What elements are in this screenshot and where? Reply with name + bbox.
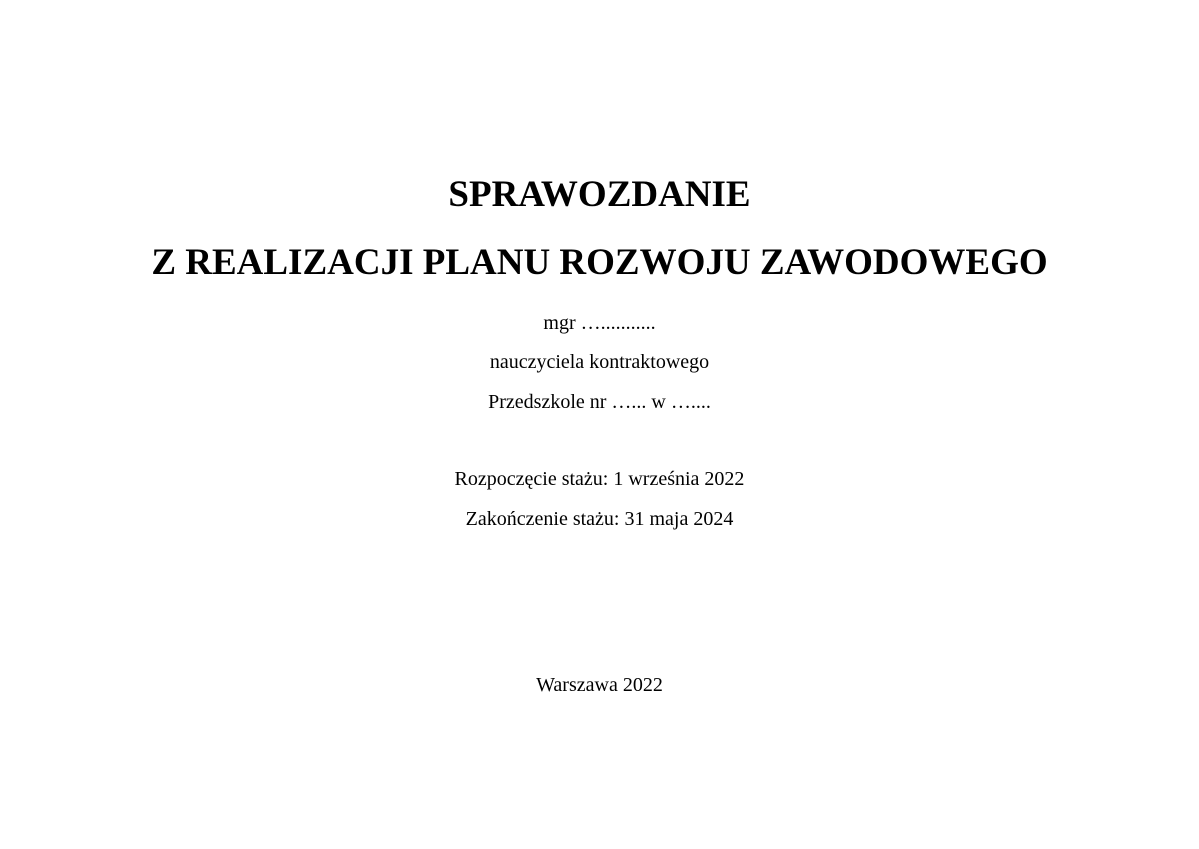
internship-start-line: Rozpoczęcie stażu: 1 września 2022 bbox=[454, 468, 745, 490]
institution-line: Przedszkole nr …... w ….... bbox=[488, 391, 711, 413]
document-title: SPRAWOZDANIE bbox=[448, 174, 751, 215]
internship-end-line: Zakończenie stażu: 31 maja 2024 bbox=[465, 508, 734, 530]
place-date-line: Warszawa 2022 bbox=[536, 674, 663, 696]
author-line: mgr …........... bbox=[543, 312, 656, 334]
role-line: nauczyciela kontraktowego bbox=[489, 351, 710, 373]
document-subtitle: Z REALIZACJI PLANU ROZWOJU ZAWODOWEGO bbox=[151, 242, 1048, 283]
